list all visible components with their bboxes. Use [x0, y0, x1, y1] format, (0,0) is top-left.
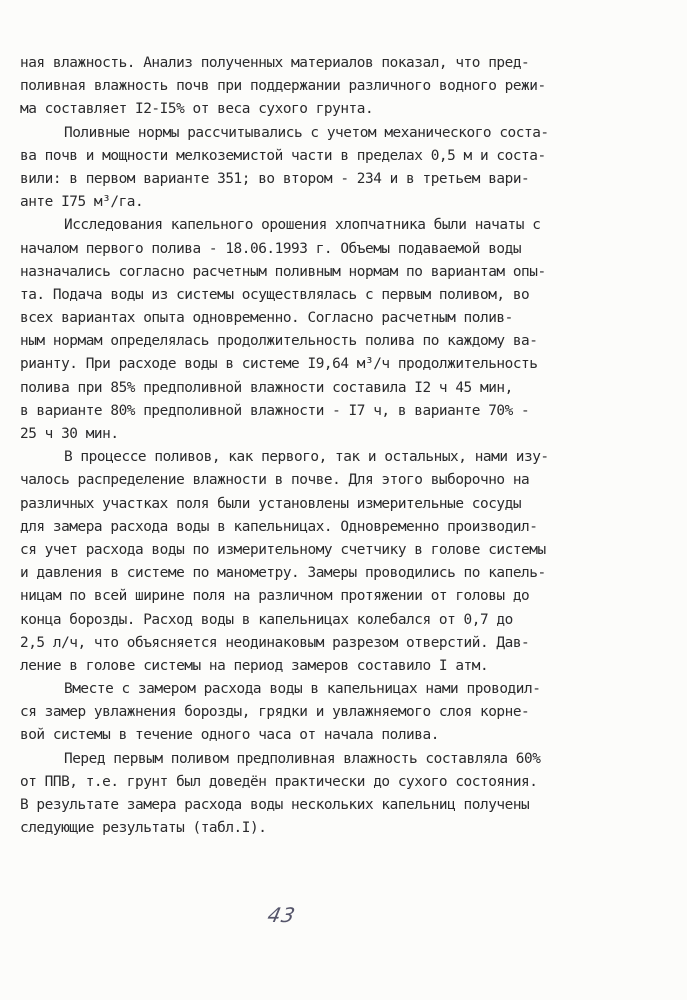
- text-line: та. Подача воды из системы осуществлялась с первым поливом, во: [20, 286, 530, 303]
- text-line: 2,5 л/ч, что объясняется неодинаковым разрезом отверстий. Дав-: [20, 634, 530, 651]
- text-line: анте I75 м³/га.: [20, 194, 144, 211]
- text-line: поливная влажность почв при поддержании различного водного режи-: [20, 78, 546, 95]
- text-line: Исследования капельного орошения хлопчатника были начаты с: [64, 217, 541, 234]
- text-line: Вместе с замером расхода воды в капельницах нами проводил-: [64, 681, 541, 698]
- body-text: [20, 52, 610, 840]
- text-line: назначались согласно расчетным поливным нормам по вариантам опы-: [20, 263, 546, 280]
- text-line: ным нормам определялась продолжительность полива по каждому ва-: [20, 333, 538, 350]
- text-line: всех вариантах опыта одновременно. Согласно расчетным полив-: [20, 310, 513, 327]
- text-line: различных участках поля были установлены измерительные сосуды: [20, 495, 522, 512]
- text-line: ление в голове системы на период замеров составило I атм.: [20, 657, 489, 674]
- text-line: рианту. При расходе воды в системе I9,64 м³/ч продолжительность: [20, 356, 538, 373]
- text-line: ва почв и мощности мелкоземистой части в пределах 0,5 м и соста-: [20, 147, 546, 164]
- text-line: следующие результаты (табл.I).: [20, 820, 267, 837]
- text-line: чалось распределение влажности в почве. Для этого выборочно на: [20, 472, 530, 489]
- text-line: началом первого полива - 18.06.1993 г. Объемы подаваемой воды: [20, 240, 522, 257]
- text-line: вили: в первом варианте 351; во втором - 234 и в третьем вари-: [20, 170, 530, 187]
- text-line: и давления в системе по манометру. Замеры проводились по капель-: [20, 565, 546, 582]
- text-line: конца борозды. Расход воды в капельницах колебался от 0,7 до: [20, 611, 513, 628]
- text-line: в варианте 80% предполивной влажности - I7 ч, в варианте 70% -: [20, 402, 530, 419]
- text-line: ся замер увлажнения борозды, грядки и увлажняемого слоя корне-: [20, 704, 530, 721]
- text-line: полива при 85% предполивной влажности составила I2 ч 45 мин,: [20, 379, 513, 396]
- text-line: ная влажность. Анализ полученных материалов показал, что пред-: [20, 55, 530, 71]
- text-line: от ППВ, т.е. грунт был доведён практически до сухого состояния.: [20, 773, 538, 790]
- text-line: ма составляет I2-I5% от веса сухого грунта.: [20, 101, 374, 118]
- text-line: 25 ч 30 мин.: [20, 426, 119, 442]
- text-line: Перед первым поливом предполивная влажность составляла 60%: [64, 750, 541, 767]
- text-line: ся учет расхода воды по измерительному счетчику в голове системы: [20, 541, 546, 558]
- text-line: вой системы в течение одного часа от начала полива.: [20, 727, 439, 744]
- text-line: В результате замера расхода воды нескольких капельниц получены: [20, 797, 530, 813]
- text-line: ницам по всей ширине поля на различном протяжении от головы до: [20, 588, 530, 605]
- text-line: для замера расхода воды в капельницах. Одновременно производил-: [20, 518, 538, 535]
- text-line: Поливные нормы рассчитывались с учетом механического соста-: [64, 124, 549, 141]
- text-line: В процессе поливов, как первого, так и остальных, нами изу-: [64, 449, 549, 466]
- page-number: 43: [265, 903, 299, 927]
